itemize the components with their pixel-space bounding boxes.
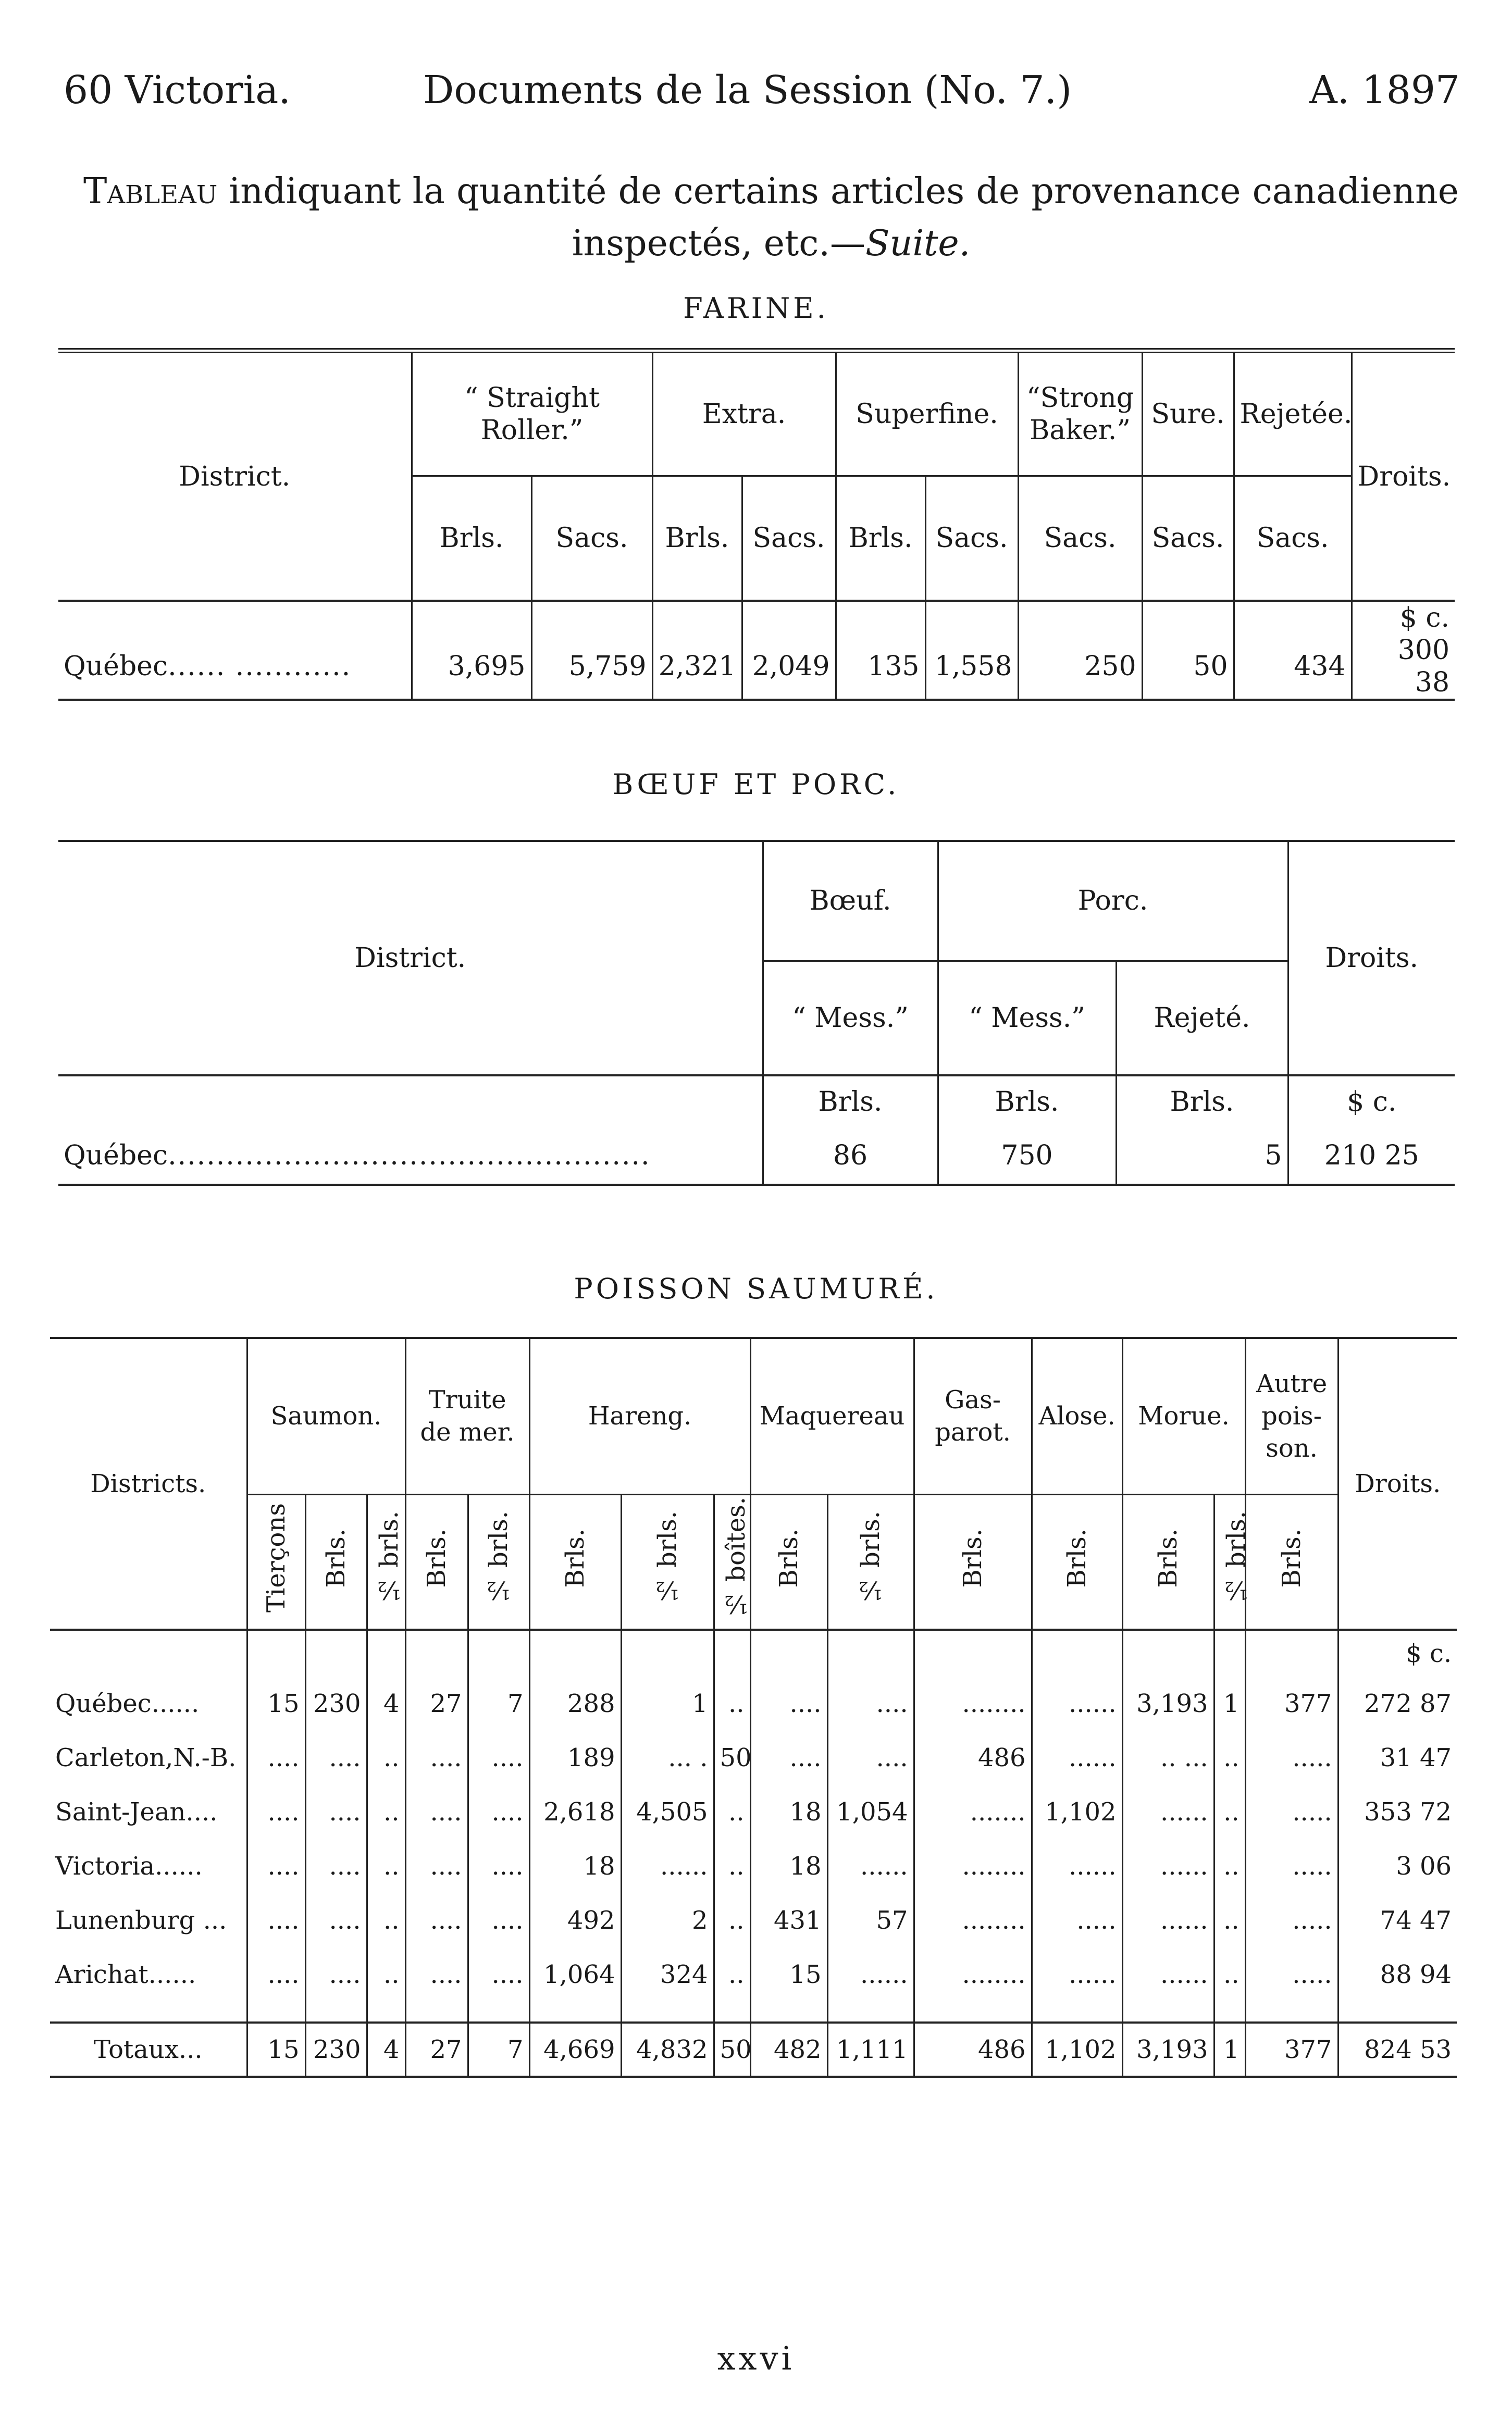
poisson-cell: .. (714, 1839, 750, 1893)
bp-row-district: Québec.................................................. (58, 1127, 763, 1185)
poisson-cell: .... (305, 1893, 367, 1948)
table-row (50, 1839, 1457, 1893)
poisson-cell: ........ (914, 1893, 1032, 1948)
poisson-cell: ........ (914, 1677, 1032, 1731)
farine-unit: Sacs. (531, 476, 652, 601)
poisson-cell: .... (405, 1948, 468, 2002)
totals-cell: 4,669 (529, 2023, 621, 2077)
poisson-unit: Brls. (321, 1528, 351, 1587)
table-intro (83, 166, 1459, 270)
bp-unit: Brls. (763, 1075, 938, 1127)
table-row (50, 1893, 1457, 1948)
table-row (50, 1948, 1457, 2002)
intro-line1: indiquant la quantité de certains articles de provenance canadienne (217, 171, 1459, 212)
totals-cell: 7 (468, 2023, 529, 2077)
poisson-districts-header: Districts. (50, 1338, 247, 1630)
poisson-unit: ½ brls. (484, 1511, 514, 1605)
farine-group-straight: “ Straight Roller.” (412, 351, 652, 476)
poisson-row-droits: 3 06 (1396, 1852, 1452, 1881)
poisson-cell: ...... (1032, 1731, 1122, 1785)
poisson-cell: 2 (621, 1893, 714, 1948)
poisson-cell: ...... (1122, 1785, 1214, 1839)
poisson-cell: .. (714, 1948, 750, 2002)
farine-cell: 135 (836, 634, 925, 700)
poisson-cell: 4 (367, 1677, 405, 1731)
totals-label: Totaux... (50, 2023, 247, 2077)
poisson-cell: 18 (750, 1785, 827, 1839)
poisson-unit: ½ boîtes. (721, 1497, 751, 1619)
boeuf-porc-table (58, 840, 1455, 1186)
farine-group-rejetee: Rejetée. (1234, 351, 1352, 476)
farine-cell: 5,759 (531, 634, 652, 700)
poisson-row-droits: 31 47 (1380, 1743, 1452, 1772)
farine-droits-value: 300 38 (1397, 635, 1450, 698)
bp-sub: “ Mess.” (763, 961, 938, 1075)
poisson-unit: Tierçons (262, 1503, 291, 1613)
poisson-cell: .... (827, 1731, 914, 1785)
poisson-unit: ½ brls. (653, 1511, 683, 1605)
poisson-cell: .... (305, 1948, 367, 2002)
farine-currency: $ c. (1399, 602, 1450, 634)
farine-cell: 2,049 (742, 634, 836, 700)
poisson-cell: .. (1214, 1731, 1245, 1785)
poisson-cell: .... (305, 1839, 367, 1893)
poisson-cell: .. (367, 1785, 405, 1839)
totals-cell: 4,832 (621, 2023, 714, 2077)
totals-cell: 486 (914, 2023, 1032, 2077)
bp-droits-value: 210 25 (1324, 1140, 1419, 1171)
farine-group-sure: Sure. (1142, 351, 1234, 476)
poisson-cell: .... (468, 1731, 529, 1785)
bp-sub: Rejeté. (1116, 961, 1288, 1075)
poisson-cell: .... (405, 1839, 468, 1893)
bp-cell: 750 (938, 1127, 1116, 1185)
intro-line2: inspectés, etc.— (572, 223, 865, 264)
poisson-cell: 288 (529, 1677, 621, 1731)
poisson-unit: Brls. (958, 1528, 988, 1587)
poisson-group-autre: Autre pois-son. (1245, 1338, 1338, 1494)
farine-group-strong: “Strong Baker.” (1018, 351, 1142, 476)
farine-unit: Sacs. (1142, 476, 1234, 601)
farine-unit: Brls. (412, 476, 531, 601)
totals-cell: 27 (405, 2023, 468, 2077)
poisson-unit: Brls. (1277, 1528, 1307, 1587)
page-number: xxvi (717, 2339, 795, 2377)
poisson-unit: Brls. (561, 1528, 590, 1587)
farine-droits-header: Droits. (1352, 351, 1455, 601)
poisson-cell: .... (305, 1731, 367, 1785)
poisson-group-alose: Alose. (1032, 1338, 1122, 1494)
poisson-unit: ½ brls. (1221, 1511, 1251, 1605)
poisson-unit: Brls. (1062, 1528, 1092, 1587)
totals-cell: 4 (367, 2023, 405, 2077)
boeuf-porc-title: BŒUF ET PORC. (612, 768, 900, 801)
poisson-cell: 492 (529, 1893, 621, 1948)
farine-cell: 50 (1142, 634, 1234, 700)
poisson-row-droits: 74 47 (1380, 1906, 1452, 1935)
poisson-cell: 1,064 (529, 1948, 621, 2002)
farine-cell: 250 (1018, 634, 1142, 700)
poisson-cell: ....... (914, 1785, 1032, 1839)
table-row (50, 1785, 1457, 1839)
poisson-cell: 7 (468, 1677, 529, 1731)
poisson-row-district: Québec...... (50, 1677, 247, 1731)
totals-droits: 824 53 (1364, 2035, 1452, 2064)
farine-cell: 2,321 (652, 634, 742, 700)
farine-cell: 3,695 (412, 634, 531, 700)
poisson-droits-header: Droits. (1338, 1338, 1457, 1630)
farine-unit: Sacs. (925, 476, 1018, 601)
poisson-row-district: Lunenburg ... (50, 1893, 247, 1948)
poisson-cell: .... (405, 1893, 468, 1948)
farine-unit: Brls. (836, 476, 925, 601)
poisson-cell: .... (247, 1785, 305, 1839)
poisson-cell: ..... (1245, 1948, 1338, 2002)
totals-cell: 3,193 (1122, 2023, 1214, 2077)
bp-cell: 5 (1116, 1127, 1288, 1185)
poisson-group-gasparot: Gas-parot. (914, 1338, 1032, 1494)
totals-cell: 230 (305, 2023, 367, 2077)
intro-smallcaps: Tableau (83, 171, 218, 212)
poisson-cell: .... (468, 1839, 529, 1893)
poisson-cell: .... (468, 1785, 529, 1839)
poisson-cell: .. (714, 1785, 750, 1839)
poisson-cell: 324 (621, 1948, 714, 2002)
poisson-cell: ...... (1032, 1948, 1122, 2002)
poisson-row-droits: 353 72 (1364, 1797, 1452, 1827)
bp-unit: Brls. (938, 1075, 1116, 1127)
bp-currency: $ c. (1347, 1086, 1397, 1118)
poisson-cell: ... . (621, 1731, 714, 1785)
running-header (64, 61, 1460, 119)
totals-cell: 50 (714, 2023, 750, 2077)
poisson-cell: 27 (405, 1677, 468, 1731)
farine-cell: 1,558 (925, 634, 1018, 700)
poisson-cell: ..... (1245, 1731, 1338, 1785)
poisson-cell: 57 (827, 1893, 914, 1948)
poisson-cell: ..... (1245, 1785, 1338, 1839)
poisson-cell: 431 (750, 1893, 827, 1948)
poisson-cell: ..... (1245, 1893, 1338, 1948)
poisson-cell: 3,193 (1122, 1677, 1214, 1731)
poisson-cell: ........ (914, 1948, 1032, 2002)
poisson-cell: 377 (1245, 1677, 1338, 1731)
bp-cell: 86 (763, 1127, 938, 1185)
poisson-cell: .. (367, 1839, 405, 1893)
poisson-currency: $ c. (1406, 1639, 1452, 1668)
poisson-cell: 15 (247, 1677, 305, 1731)
poisson-cell: .... (305, 1785, 367, 1839)
poisson-cell: .... (405, 1731, 468, 1785)
bp-district-header: District. (58, 841, 763, 1075)
poisson-title: POISSON SAUMURÉ. (574, 1272, 938, 1305)
poisson-cell: 1,054 (827, 1785, 914, 1839)
farine-title: FARINE. (683, 292, 829, 325)
farine-table (58, 348, 1455, 701)
poisson-cell: ...... (1032, 1839, 1122, 1893)
poisson-row-droits: 88 94 (1380, 1960, 1452, 1989)
poisson-cell: .. (1214, 1839, 1245, 1893)
poisson-group-truite: Truite de mer. (405, 1338, 529, 1494)
poisson-cell: 1,102 (1032, 1785, 1122, 1839)
farine-row-district: Québec...... ............ (58, 634, 412, 700)
totals-row (50, 2023, 1457, 2077)
bp-droits-header: Droits. (1288, 841, 1455, 1075)
poisson-cell: .. (714, 1893, 750, 1948)
bp-porc-header: Porc. (938, 841, 1288, 961)
totals-cell: 1,102 (1032, 2023, 1122, 2077)
farine-district-header: District. (58, 351, 412, 601)
intro-suite: Suite. (865, 223, 971, 264)
poisson-cell: 15 (750, 1948, 827, 2002)
farine-cell: 434 (1234, 634, 1352, 700)
poisson-cell: ...... (621, 1839, 714, 1893)
poisson-cell: .... (468, 1948, 529, 2002)
poisson-cell: .. (714, 1677, 750, 1731)
poisson-table (50, 1337, 1457, 2078)
poisson-cell: 189 (529, 1731, 621, 1785)
poisson-row-droits: 272 87 (1364, 1689, 1452, 1718)
farine-group-extra: Extra. (652, 351, 836, 476)
poisson-cell: ...... (1122, 1893, 1214, 1948)
totals-cell: 377 (1245, 2023, 1338, 2077)
poisson-cell: .. (367, 1731, 405, 1785)
poisson-cell: ...... (1032, 1677, 1122, 1731)
bp-boeuf-header: Bœuf. (763, 841, 938, 961)
poisson-cell: 1 (1214, 1677, 1245, 1731)
poisson-unit: ½ brls. (856, 1511, 886, 1605)
farine-unit: Sacs. (1018, 476, 1142, 601)
totals-cell: 15 (247, 2023, 305, 2077)
totals-cell: 1,111 (827, 2023, 914, 2077)
poisson-unit: Brls. (774, 1528, 804, 1587)
bp-unit: Brls. (1116, 1075, 1288, 1127)
poisson-cell: .. (367, 1948, 405, 2002)
poisson-cell: 486 (914, 1731, 1032, 1785)
poisson-cell: .... (247, 1731, 305, 1785)
poisson-group-saumon: Saumon. (247, 1338, 405, 1494)
poisson-cell: 18 (529, 1839, 621, 1893)
header-center: Documents de la Session (No. 7.) (423, 68, 1072, 113)
poisson-unit: Brls. (1154, 1528, 1183, 1587)
poisson-cell: .. ... (1122, 1731, 1214, 1785)
totals-cell: 482 (750, 2023, 827, 2077)
table-row (50, 1731, 1457, 1785)
poisson-cell: 2,618 (529, 1785, 621, 1839)
poisson-row-district: Carleton,N.-B. (50, 1731, 247, 1785)
totals-cell: 1 (1214, 2023, 1245, 2077)
poisson-cell: 18 (750, 1839, 827, 1893)
poisson-cell: .. (1214, 1785, 1245, 1839)
poisson-unit: Brls. (422, 1528, 452, 1587)
bp-sub: “ Mess.” (938, 961, 1116, 1075)
header-left: 60 Victoria. (64, 68, 291, 113)
poisson-cell: .... (468, 1893, 529, 1948)
poisson-cell: .... (405, 1785, 468, 1839)
table-row (50, 1677, 1457, 1731)
poisson-group-hareng: Hareng. (529, 1338, 750, 1494)
poisson-cell: ...... (1122, 1948, 1214, 2002)
poisson-cell: 50 (714, 1731, 750, 1785)
poisson-cell: .... (750, 1677, 827, 1731)
poisson-row-district: Victoria...... (50, 1839, 247, 1893)
poisson-cell: 4,505 (621, 1785, 714, 1839)
farine-unit: Brls. (652, 476, 742, 601)
poisson-body (50, 1630, 1457, 2077)
poisson-cell: ...... (827, 1948, 914, 2002)
poisson-cell: .... (827, 1677, 914, 1731)
poisson-cell: .... (247, 1893, 305, 1948)
poisson-cell: .. (1214, 1948, 1245, 2002)
poisson-unit: ½ brls. (374, 1511, 404, 1605)
header-right: A. 1897 (1309, 68, 1460, 113)
poisson-cell: ...... (1122, 1839, 1214, 1893)
farine-unit: Sacs. (742, 476, 836, 601)
poisson-cell: 230 (305, 1677, 367, 1731)
farine-group-superfine: Superfine. (836, 351, 1018, 476)
poisson-cell: .... (247, 1839, 305, 1893)
poisson-cell: .... (750, 1731, 827, 1785)
poisson-group-maquereau: Maquereau (750, 1338, 914, 1494)
farine-unit: Sacs. (1234, 476, 1352, 601)
poisson-row-district: Arichat...... (50, 1948, 247, 2002)
poisson-cell: ...... (827, 1839, 914, 1893)
poisson-cell: .... (247, 1948, 305, 2002)
poisson-cell: ..... (1245, 1839, 1338, 1893)
poisson-cell: ..... (1032, 1893, 1122, 1948)
poisson-group-morue: Morue. (1122, 1338, 1245, 1494)
poisson-cell: .. (367, 1893, 405, 1948)
poisson-cell: ........ (914, 1839, 1032, 1893)
poisson-cell: 1 (621, 1677, 714, 1731)
poisson-cell: .. (1214, 1893, 1245, 1948)
poisson-row-district: Saint-Jean.... (50, 1785, 247, 1839)
